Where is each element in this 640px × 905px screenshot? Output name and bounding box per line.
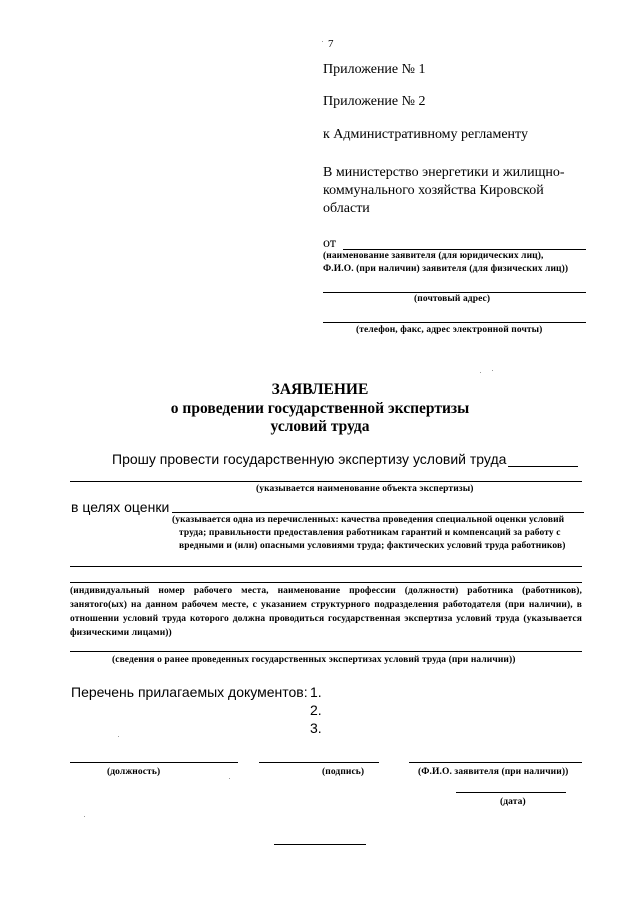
date-hint: (дата)	[500, 797, 526, 807]
previous-expertise-line[interactable]	[70, 651, 582, 652]
from-hint-1: (наименование заявителя (для юридических лиц),	[323, 251, 544, 261]
from-label: от	[323, 236, 336, 251]
document-item-1: 1.	[310, 684, 322, 700]
scan-speck	[322, 41, 323, 42]
document-item-2: 2.	[310, 702, 322, 718]
appendix-2-label: Приложение № 2	[323, 94, 426, 109]
recipient-line-1: В министерство энергетики и жилищно-	[323, 165, 565, 180]
appendix-1-label: Приложение № 1	[323, 62, 426, 77]
purpose-label: в целях оценки	[71, 499, 170, 515]
postal-address-line[interactable]	[323, 292, 586, 293]
recipient-line-2: коммунального хозяйства Кировской	[323, 183, 544, 198]
document-subtitle-2: условий труда	[270, 418, 370, 435]
date-line[interactable]	[456, 792, 566, 793]
previous-hint: (сведения о ранее проведенных государственных экспертизах условий труда (при наличии))	[112, 655, 516, 665]
scan-speck	[492, 370, 493, 371]
page-number: 7	[328, 38, 334, 50]
purpose-continued-line[interactable]	[70, 566, 582, 567]
contacts-line[interactable]	[323, 322, 586, 323]
workplace-hint: (индивидуальный номер рабочего места, наименование профессии (должности) работника (работников), занятого(ых) на данном рабочем месте, с указанием структурного подразделения работодателя (при наличии), в отношении условий труда которого должна проводиться государственная экспертиза условий труда (указывается физическими лицами))	[70, 586, 582, 638]
scan-speck	[118, 736, 119, 737]
applicant-name-line[interactable]	[409, 762, 582, 763]
document-item-3: 3.	[310, 720, 322, 736]
scan-speck	[84, 816, 85, 817]
document-title: ЗАЯВЛЕНИЕ	[271, 381, 369, 398]
document-subtitle-1: о проведении государственной экспертизы	[170, 400, 470, 417]
purpose-hint-2: труда; правильности предоставления работникам гарантий и компенсаций за работу с	[179, 528, 561, 538]
signature-hint: (подпись)	[322, 767, 365, 777]
position-line[interactable]	[70, 762, 238, 763]
object-hint: (указывается наименование объекта экспертизы)	[256, 484, 474, 494]
contacts-hint: (телефон, факс, адрес электронной почты)	[356, 325, 543, 335]
request-input-line[interactable]	[508, 466, 578, 467]
postal-hint: (почтовый адрес)	[414, 294, 491, 304]
recipient-line-3: области	[323, 201, 370, 216]
signature-line[interactable]	[259, 762, 379, 763]
object-input-line[interactable]	[70, 481, 582, 482]
request-text: Прошу провести государственную экспертизу условий труда	[112, 451, 507, 467]
applicant-name-hint: (Ф.И.О. заявителя (при наличии))	[418, 767, 569, 777]
workplace-input-line[interactable]	[70, 582, 582, 583]
closing-separator	[274, 844, 366, 845]
scan-speck	[480, 372, 481, 373]
position-hint: (должность)	[107, 767, 161, 777]
from-input-line[interactable]	[343, 249, 586, 250]
purpose-input-line[interactable]	[172, 512, 584, 513]
purpose-hint-3: вредными и (или) опасными условиями труда; фактических условий труда работников)	[179, 541, 566, 551]
from-hint-2: Ф.И.О. (при наличии) заявителя (для физических лиц))	[323, 264, 569, 274]
purpose-hint-1: (указывается одна из перечисленных: качества проведения специальной оценки условий	[172, 515, 565, 525]
regulation-label: к Административному регламенту	[323, 127, 528, 142]
documents-label: Перечень прилагаемых документов:	[71, 684, 308, 700]
scan-speck	[229, 778, 230, 779]
